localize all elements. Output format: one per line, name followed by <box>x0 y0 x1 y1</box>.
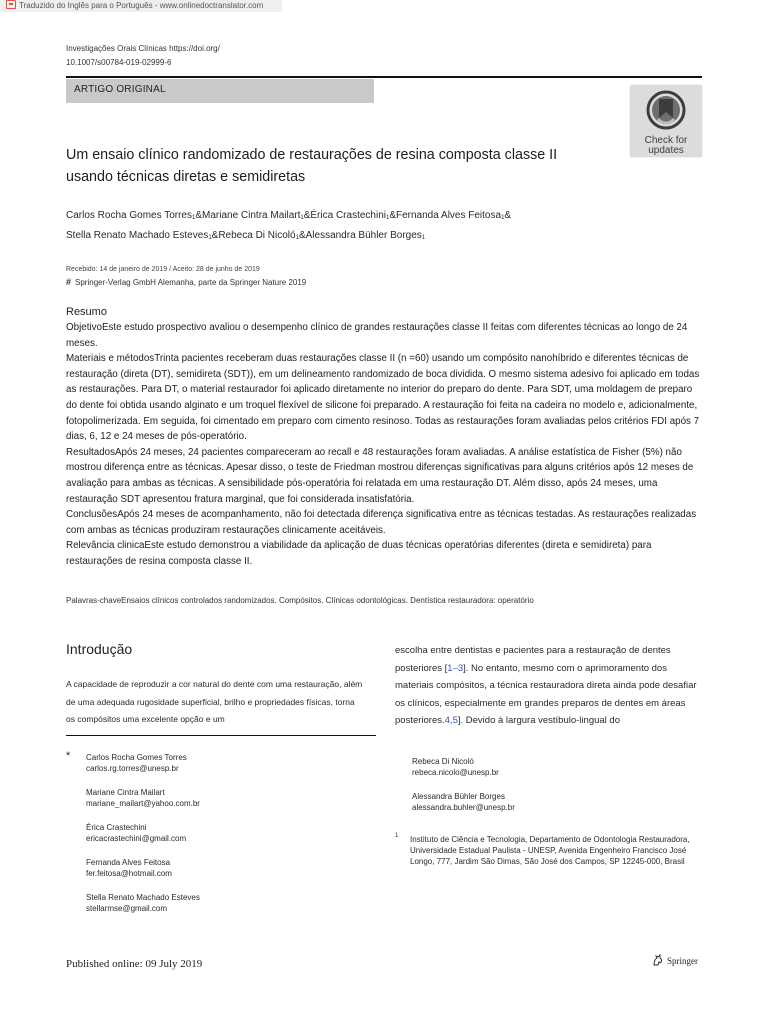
contact-name: Carlos Rocha Gomes Torres <box>86 753 187 762</box>
translation-bar <box>0 0 282 12</box>
author-contacts-right <box>395 756 715 867</box>
title-line-2: usando técnicas diretas e semidiretas <box>66 169 306 185</box>
author-2[interactable]: Mariane Cintra Mailart$_1$& <box>202 210 311 221</box>
contact-name: Rebeca Di Nicoló <box>412 757 474 766</box>
intro-left-column: A capacidade de reproduzir a cor natural do dente com uma restauração, além de uma adequada rugosidade superficial, brilho e propriedades físicas, torna os compósitos uma excelente opção e um <box>66 679 363 724</box>
publisher-logo <box>652 954 698 966</box>
translation-text: Traduzido do Inglês para o Português - <box>19 1 160 10</box>
contact-item <box>395 791 715 813</box>
author-contacts-left <box>66 752 386 927</box>
contact-email[interactable]: rebeca.nicolo@unesp.br <box>412 768 499 777</box>
contact-email[interactable]: mariane_mailart@yahoo.com.br <box>86 799 200 808</box>
header-rule <box>66 76 702 78</box>
author-4[interactable]: Fernanda Alves Feitosa$_1$& <box>396 210 512 221</box>
introduction-heading: Introdução <box>66 641 133 657</box>
footnote-rule <box>66 735 376 736</box>
badge-line-1: Check for <box>644 135 688 146</box>
publisher-name: Springer <box>667 956 698 966</box>
abstract-results: ResultadosApós 24 meses, 24 pacientes compareceram ao recall e 48 restaurações foram avaliadas. A análise estatística de Fisher (5%) não mostrou diferença entre as técnicas. Apesar disso, o teste de Friedman mostrou diferenças significativas para alguns critérios após 12 meses de avaliação para ambas as técnicas. A sensibilidade pós-operatória foi relatada em uma restauração DT. Além disso, após 24 meses, uma restauração SDT apresentou fratura marginal, que foi considerada insatisfatória. <box>66 446 694 505</box>
keywords: Palavras-chaveEnsaios clínicos controlados randomizados. Compósitos. Clínicas odontológicas. Dentística restauradora: operatório <box>66 596 534 605</box>
abstract-objective: ObjetivoEste estudo prospectivo avaliou o desempenho clínico de grandes restaurações classe II feitas com diferentes técnicas ao longo de 24 meses. <box>66 322 688 349</box>
contact-email[interactable]: fer.feitosa@hotmail.com <box>86 869 172 878</box>
author-list <box>66 207 626 247</box>
abstract-body <box>66 320 702 570</box>
author-7[interactable]: Alessandra Bühler Borges$_1$ <box>305 230 426 241</box>
author-1[interactable]: Carlos Rocha Gomes Torres$_1$& <box>66 210 202 221</box>
abstract-methods: Materiais e métodosTrinta pacientes receberam duas restaurações classe II (n =60) usando um compósito nanohíbrido e diferentes técnicas de restauração (direta (DT), semidireta (SDT)), em um delineamento randomizado de boca dividida. O mesmo sistema adesivo foi aplicado em todas as restaurações. Para DT, o material restaurador foi aplicado diretamente no interior do preparo do dente. Para SDT, uma moldagem de preparo do dente foi obtida usando alginato e um troquel flexível de silicone foi preparado. A restauração foi feita na cadeira no modelo e, adicionalmente, fotopolimerizada. Em seguida, foi cimentado em preparo com cimento resinoso. Todas as restaurações foram avaliadas pelos critérios FDI após 7 dias, 6, 12 e 24 meses de pós-operatório. <box>66 353 700 443</box>
article-type-band: ARTIGO ORIGINAL <box>66 79 374 103</box>
contact-item <box>66 787 386 809</box>
reference-link-1-3[interactable]: 1–3 <box>447 662 464 674</box>
author-3[interactable]: Érica Crastechini$_1$& <box>310 210 396 221</box>
contact-item <box>66 752 386 774</box>
abstract-heading: Resumo <box>66 306 107 318</box>
contact-name: Alessandra Bühler Borges <box>412 792 505 801</box>
journal-line-1[interactable]: Investigações Orais Clínicas https://doi.org/ <box>66 44 220 53</box>
contact-name: Mariane Cintra Mailart <box>86 788 165 797</box>
journal-info <box>66 42 220 70</box>
published-date: Published online: 09 July 2019 <box>66 958 203 970</box>
translate-icon <box>6 0 16 9</box>
crossmark-icon <box>645 89 687 131</box>
copyright-symbol: # <box>66 277 72 287</box>
translator-link[interactable]: www.onlinedoctranslator.com <box>159 1 264 10</box>
author-5[interactable]: Stella Renato Machado Esteves$_1$& <box>66 230 219 241</box>
affiliation-text: Instituto de Ciência e Tecnologia, Departamento de Odontologia Restauradora, Universidade Estadual Paulista - UNESP, Avenida Engenheiro Francisco José Longo, 777, Jardim São Dimas, São José dos Campos, SP 12245-000, Brasil <box>410 835 690 866</box>
contact-name: Érica Crastechini <box>86 823 147 832</box>
contact-name: Stella Renato Machado Esteves <box>86 893 200 902</box>
reference-link-4-5[interactable]: 4,5 <box>444 715 458 726</box>
check-for-updates-badge[interactable] <box>630 85 702 157</box>
contact-email[interactable]: ericacrastechini@gmail.com <box>86 834 187 843</box>
abstract-relevance: Relevância clinicaEste estudo demonstrou a viabilidade da aplicação de duas técnicas operatórias diferentes (direta e semidireta) para restaurações de resina composta classe II. <box>66 540 652 567</box>
affiliation <box>395 834 700 867</box>
author-6[interactable]: Rebeca Di Nicoló$_1$& <box>218 230 306 241</box>
springer-horse-icon <box>652 954 664 966</box>
contact-email[interactable]: stellarmse@gmail.com <box>86 904 168 913</box>
contact-item <box>66 822 386 844</box>
badge-line-2: updates <box>648 145 684 156</box>
contact-email[interactable]: alessandra.buhler@unesp.br <box>412 803 515 812</box>
contact-item <box>66 857 386 879</box>
contact-name: Fernanda Alves Feitosa <box>86 858 171 867</box>
contact-item <box>395 756 715 778</box>
received-date: Recebido: 14 de janeiro de 2019 / Aceito: 28 de junho de 2019 <box>66 266 260 273</box>
title-line-1: Um ensaio clínico randomizado de restaurações de resina composta classe II <box>66 147 558 163</box>
contact-item <box>66 892 386 914</box>
copyright <box>66 277 306 288</box>
article-title <box>66 144 606 188</box>
journal-doi[interactable]: 10.1007/s00784-019-02999-6 <box>66 58 172 67</box>
corresponding-author-marker: * <box>66 750 71 762</box>
intro-right-column: escolha entre dentistas e pacientes para a restauração de dentes posteriores [1–3]. No entanto, mesmo com o aprimoramento dos materiais compósitos, a técnica restauradora direta ainda pode desafiar os clínicos, especialmente em grandes preparos de dentes em áreas posteriores.4,5]. Devido à largura vestíbulo-lingual do <box>395 645 697 726</box>
copyright-text: Springer-Verlag GmbH Alemanha, parte da Springer Nature 2019 <box>75 278 307 287</box>
contact-email[interactable]: carlos.rg.torres@unesp.br <box>86 764 179 773</box>
affiliation-number: 1 <box>395 833 399 839</box>
abstract-conclusions: ConclusõesApós 24 meses de acompanhamento, não foi detectada diferença significativa entre as técnicas testadas. As restaurações realizadas com ambas as técnicas produziram restaurações clinicamente aceitáveis. <box>66 509 697 536</box>
